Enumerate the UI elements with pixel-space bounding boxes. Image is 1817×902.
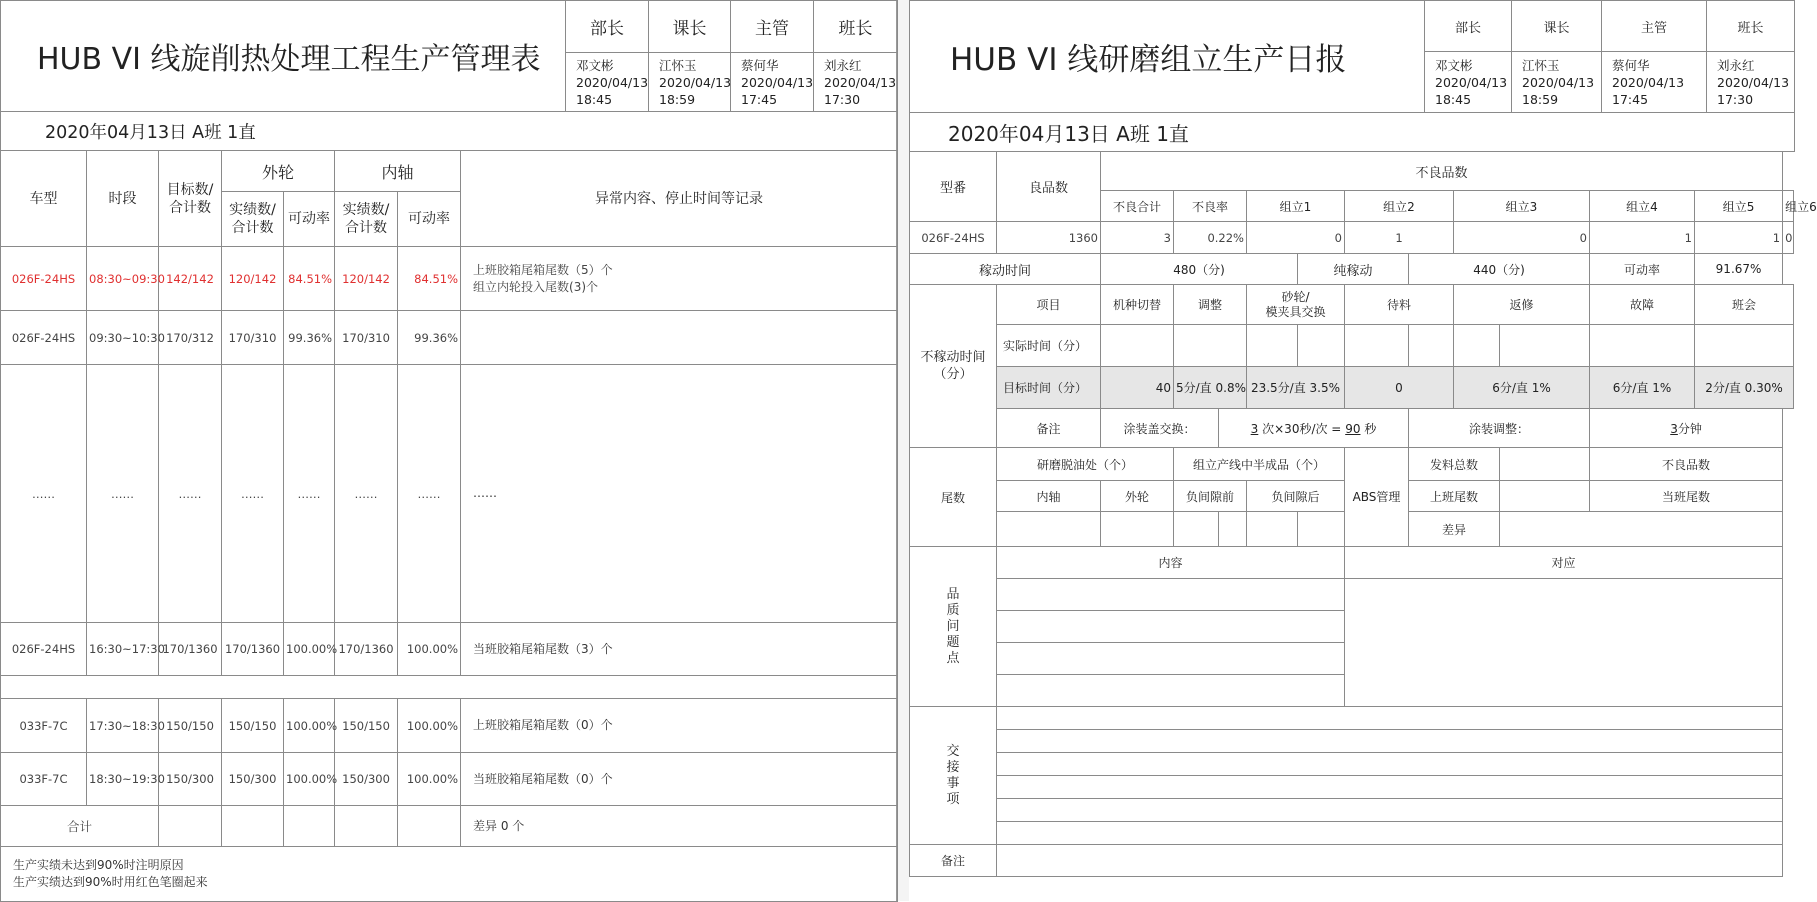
cell-remarks: 上班胶箱尾箱尾数（5）个 组立内轮投入尾数(3)个 [461,247,898,311]
col-failure: 故障 [1590,285,1695,325]
cell-inner-actual: 150/150 [335,699,398,753]
cell-period: 18:30~19:30 [87,753,159,806]
content-header: 内容 [997,547,1345,579]
handover-label: 交接事项 [910,707,997,845]
col-wheel-change: 砂轮/ 模夹具交换 [1247,285,1345,325]
table-row [1,623,898,676]
cell-period: 08:30~09:30 [87,247,159,311]
approval-signature: 蔡何华 2020/04/13 17:45 [731,53,814,112]
cell-outer-actual: 150/150 [222,699,284,753]
inner-shaft-label: 内轴 [997,481,1101,512]
actual-time-row [910,325,1794,367]
cell-inner-actual: 120/142 [335,247,398,311]
approval-role: 主管 [731,1,814,53]
col-assembly-5: 组立5 [1695,191,1783,222]
cell-assembly-6: 0 [1783,222,1794,254]
cell-outer-rate: 100.00% [284,753,335,806]
right-header-table [909,0,1795,152]
target-model-change: 40 [1101,367,1174,409]
col-period: 时段 [87,151,159,247]
cell-outer-rate: 99.36% [284,311,335,365]
cell-period: 09:30~10:30 [87,311,159,365]
table-row [1,311,898,365]
table-row [1,247,898,311]
paint-adjust-value: 3分钟 [1590,409,1783,448]
uptime-label: 可动率 [1590,254,1695,285]
table-row [1,699,898,753]
approval-role: 部长 [1425,1,1512,52]
actual-time-label: 实际时间（分） [997,325,1101,367]
paint-cover-label: 涂装盖交换： [1101,409,1219,448]
col-remarks: 异常内容、停止时间等记录 [461,151,898,247]
target-time-label: 目标时间（分） [997,367,1101,409]
run-time-label: 稼动时间 [910,254,1101,285]
footer-row [1,847,898,902]
paint-count: 3 [1250,421,1259,436]
cell-target: …… [159,365,222,623]
cell-assembly-3: 0 [1454,222,1590,254]
cell-model: 026F-24HS [1,623,87,676]
turning-heat-treatment-sheet [0,0,897,901]
approval-signature: 邓文彬 2020/04/13 18:45 [1425,52,1512,113]
cell-outer-actual: …… [222,365,284,623]
cell-remarks [461,311,898,365]
uptime-value: 91.67% [1695,254,1783,285]
total-row [1,806,898,847]
col-model-change: 机种切替 [1101,285,1174,325]
page-title: HUB VI 线研磨组立生产日报 [910,1,1425,113]
col-inner-actual: 实绩数/合计数 [335,192,398,247]
cell-inner-actual: 150/300 [335,753,398,806]
cell-remarks: …… [461,365,898,623]
col-outer-actual: 实绩数/合计数 [222,192,284,247]
abs-label: ABS管理 [1345,448,1409,547]
cell-period: 17:30~18:30 [87,699,159,753]
outer-ring-label: 外轮 [1101,481,1174,512]
cell-target: 150/300 [159,753,222,806]
paint-adjust-label: 涂装调整： [1409,409,1590,448]
page-title: HUB VI 线旋削热处理工程生产管理表 [1,1,566,112]
cell-inner-rate: 84.51% [398,247,461,311]
col-defect-total: 不良合计 [1101,191,1174,222]
col-good-qty: 良品数 [997,152,1101,222]
col-model: 车型 [1,151,87,247]
approval-signature: 刘永红 2020/04/13 17:30 [1707,52,1795,113]
prev-tail-label: 上班尾数 [1409,481,1500,512]
sheet-gap [897,0,909,901]
cell-inner-rate: 100.00% [398,699,461,753]
cell-model: …… [1,365,87,623]
col-item: 项目 [997,285,1101,325]
cell-inner-actual: 170/1360 [335,623,398,676]
cur-tail-label: 当班尾数 [1590,481,1783,512]
target-rework: 6分/直 1% [1454,367,1590,409]
col-outer-ring: 外轮 [222,151,335,192]
cell-inner-actual: 170/310 [335,311,398,365]
defect-count-label: 不良品数 [1590,448,1783,481]
cell-remarks: 当班胶箱尾箱尾数（0）个 [461,753,898,806]
cell-period: 16:30~17:30 [87,623,159,676]
cell-outer-actual: 120/142 [222,247,284,311]
cell-target: 150/150 [159,699,222,753]
approval-signature: 邓文彬 2020/04/13 18:45 [566,53,649,112]
cell-good-qty: 1360 [997,222,1101,254]
response-header: 对应 [1345,547,1783,579]
col-assembly-6: 组立6 [1783,191,1794,222]
cell-inner-rate: 100.00% [398,623,461,676]
total-note: 差异 0 个 [461,806,898,847]
cell-model: 026F-24HS [1,311,87,365]
table-row-ellipsis [1,365,898,623]
cell-model: 026F-24HS [910,222,997,254]
cell-outer-rate: 84.51% [284,247,335,311]
table-row [1,753,898,806]
cell-defect-rate: 0.22% [1174,222,1247,254]
approval-signature: 蔡何华 2020/04/13 17:45 [1602,52,1707,113]
quality-issues-label: 品质问题点 [910,547,997,707]
cell-model: 033F-7C [1,753,87,806]
run-time-value: 480（分) [1101,254,1298,285]
target-adjust: 5分/直 0.8% [1174,367,1247,409]
cell-target: 170/312 [159,311,222,365]
run-time-row [910,254,1794,285]
col-rework: 返修 [1454,285,1590,325]
grind-degrease-label: 研磨脱油处（个） [997,448,1174,481]
net-run-value: 440（分) [1409,254,1590,285]
defect-data-row [910,222,1794,254]
semi-finished-label: 组立产线中半成品（个） [1174,448,1345,481]
cell-assembly-1: 0 [1247,222,1345,254]
net-run-label: 纯稼动 [1298,254,1409,285]
cell-inner-actual: …… [335,365,398,623]
daily-report-table [909,151,1817,877]
approval-role: 主管 [1602,1,1707,52]
paint-seconds: 90 [1345,421,1361,436]
shift-date-line: 2020年04月13日 A班 1直 [1,112,898,151]
col-assembly-3: 组立3 [1454,191,1590,222]
col-model: 型番 [910,152,997,222]
total-label: 合计 [1,806,159,847]
cell-inner-rate: 99.36% [398,311,461,365]
col-defect-rate: 不良率 [1174,191,1247,222]
diff-label: 差异 [1409,512,1500,547]
neg-gap-after-label: 负间隙后 [1247,481,1345,512]
approval-signature: 刘永红 2020/04/13 17:30 [814,53,898,112]
cell-target: 142/142 [159,247,222,311]
target-meeting: 2分/直 0.30% [1695,367,1794,409]
grinding-assembly-report [909,0,1817,901]
target-time-row [910,367,1794,409]
cell-outer-rate: …… [284,365,335,623]
footer-notes: 生产实绩未达到90%时注明原因 生产实绩达到90%时用红色笔圈起来 [1,847,898,902]
paint-cover-calc: 3 次×30秒/次 = 90 秒 [1219,409,1409,448]
left-header-table [0,0,898,151]
neg-gap-before-label: 负间隙前 [1174,481,1247,512]
col-inner-rate: 可动率 [398,192,461,247]
cell-period: …… [87,365,159,623]
cell-defect-total: 3 [1101,222,1174,254]
cell-assembly-5: 1 [1695,222,1783,254]
issue-total-label: 发料总数 [1409,448,1500,481]
target-wait-material: 0 [1345,367,1454,409]
col-target: 目标数/合计数 [159,151,222,247]
cell-outer-rate: 100.00% [284,699,335,753]
tail-label: 尾数 [910,448,997,547]
approval-role: 班长 [814,1,898,53]
table-spacer-row [1,676,898,699]
target-wheel-change: 23.5分/直 3.5% [1247,367,1345,409]
cell-assembly-2: 1 [1345,222,1454,254]
production-table [0,150,898,902]
col-assembly-1: 组立1 [1247,191,1345,222]
col-adjust: 调整 [1174,285,1247,325]
cell-target: 170/1360 [159,623,222,676]
cell-outer-actual: 170/310 [222,311,284,365]
remark-label: 备注 [997,409,1101,448]
approval-role: 部长 [566,1,649,53]
bottom-remark-label: 备注 [910,845,997,877]
approval-role: 课长 [649,1,731,53]
remark-row [910,409,1794,448]
cell-outer-actual: 170/1360 [222,623,284,676]
target-failure: 6分/直 1% [1590,367,1695,409]
cell-outer-rate: 100.00% [284,623,335,676]
cell-model: 033F-7C [1,699,87,753]
cell-model: 026F-24HS [1,247,87,311]
cell-inner-rate: …… [398,365,461,623]
cell-remarks: 当班胶箱尾箱尾数（3）个 [461,623,898,676]
approval-role: 课长 [1512,1,1602,52]
cell-remarks: 上班胶箱尾箱尾数（0）个 [461,699,898,753]
col-wait-material: 待料 [1345,285,1454,325]
col-assembly-4: 组立4 [1590,191,1695,222]
shift-date-line: 2020年04月13日 A班 1直 [910,113,1795,152]
approval-signature: 江怀玉 2020/04/13 18:59 [649,53,731,112]
col-outer-rate: 可动率 [284,192,335,247]
col-assembly-2: 组立2 [1345,191,1454,222]
col-inner-shaft: 内轴 [335,151,461,192]
approval-role: 班长 [1707,1,1795,52]
cell-assembly-4: 1 [1590,222,1695,254]
cell-inner-rate: 100.00% [398,753,461,806]
cell-outer-actual: 150/300 [222,753,284,806]
col-defect-qty: 不良品数 [1101,152,1783,191]
col-meeting: 班会 [1695,285,1794,325]
approval-signature: 江怀玉 2020/04/13 18:59 [1512,52,1602,113]
downtime-label: 不稼动时间（分） [910,285,997,448]
